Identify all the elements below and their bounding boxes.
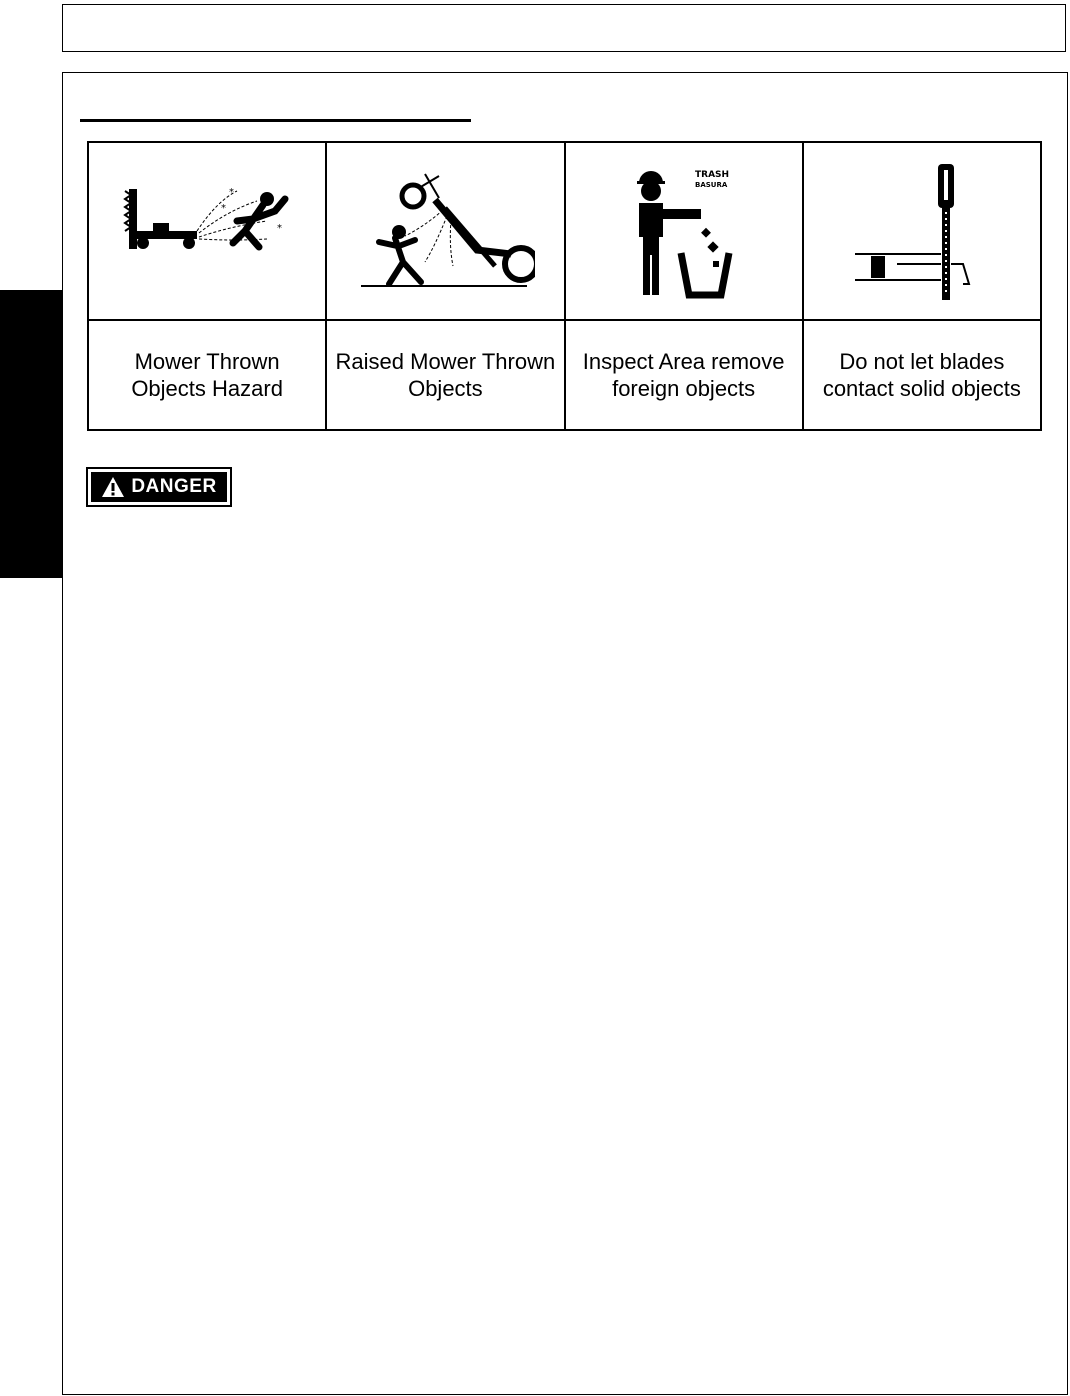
pictogram-caption: Do not let blades contact solid objects [803, 320, 1041, 430]
section-side-tab [0, 290, 62, 578]
trash-label: TRASH [694, 170, 729, 180]
pictogram-cell [803, 142, 1041, 320]
pictogram-caption: Inspect Area remove foreign objects [565, 320, 803, 430]
trash-disposal-icon [609, 161, 759, 301]
mower-thrown-objects-icon [117, 181, 297, 281]
blade-solid-object-icon [847, 156, 997, 306]
danger-signal-label [86, 467, 232, 507]
pictogram-caption: Mower Thrown Objects Hazard [88, 320, 326, 430]
raised-mower-thrown-objects-icon [355, 166, 535, 296]
warning-triangle-icon [101, 476, 125, 498]
pictogram-cell [565, 142, 803, 320]
svg-text:*: * [221, 203, 227, 214]
pictogram-caption: Raised Mower Thrown Objects [326, 320, 564, 430]
basura-label: BASURA [694, 181, 727, 189]
safety-pictogram-table [87, 141, 1042, 431]
pictogram-cell [88, 142, 326, 320]
svg-text:*: * [277, 223, 283, 234]
pictogram-cell [326, 142, 564, 320]
page-header-box [62, 4, 1066, 52]
section-heading-rule [80, 119, 471, 122]
danger-signal-word: DANGER [131, 476, 217, 497]
svg-text:*: * [229, 187, 235, 198]
